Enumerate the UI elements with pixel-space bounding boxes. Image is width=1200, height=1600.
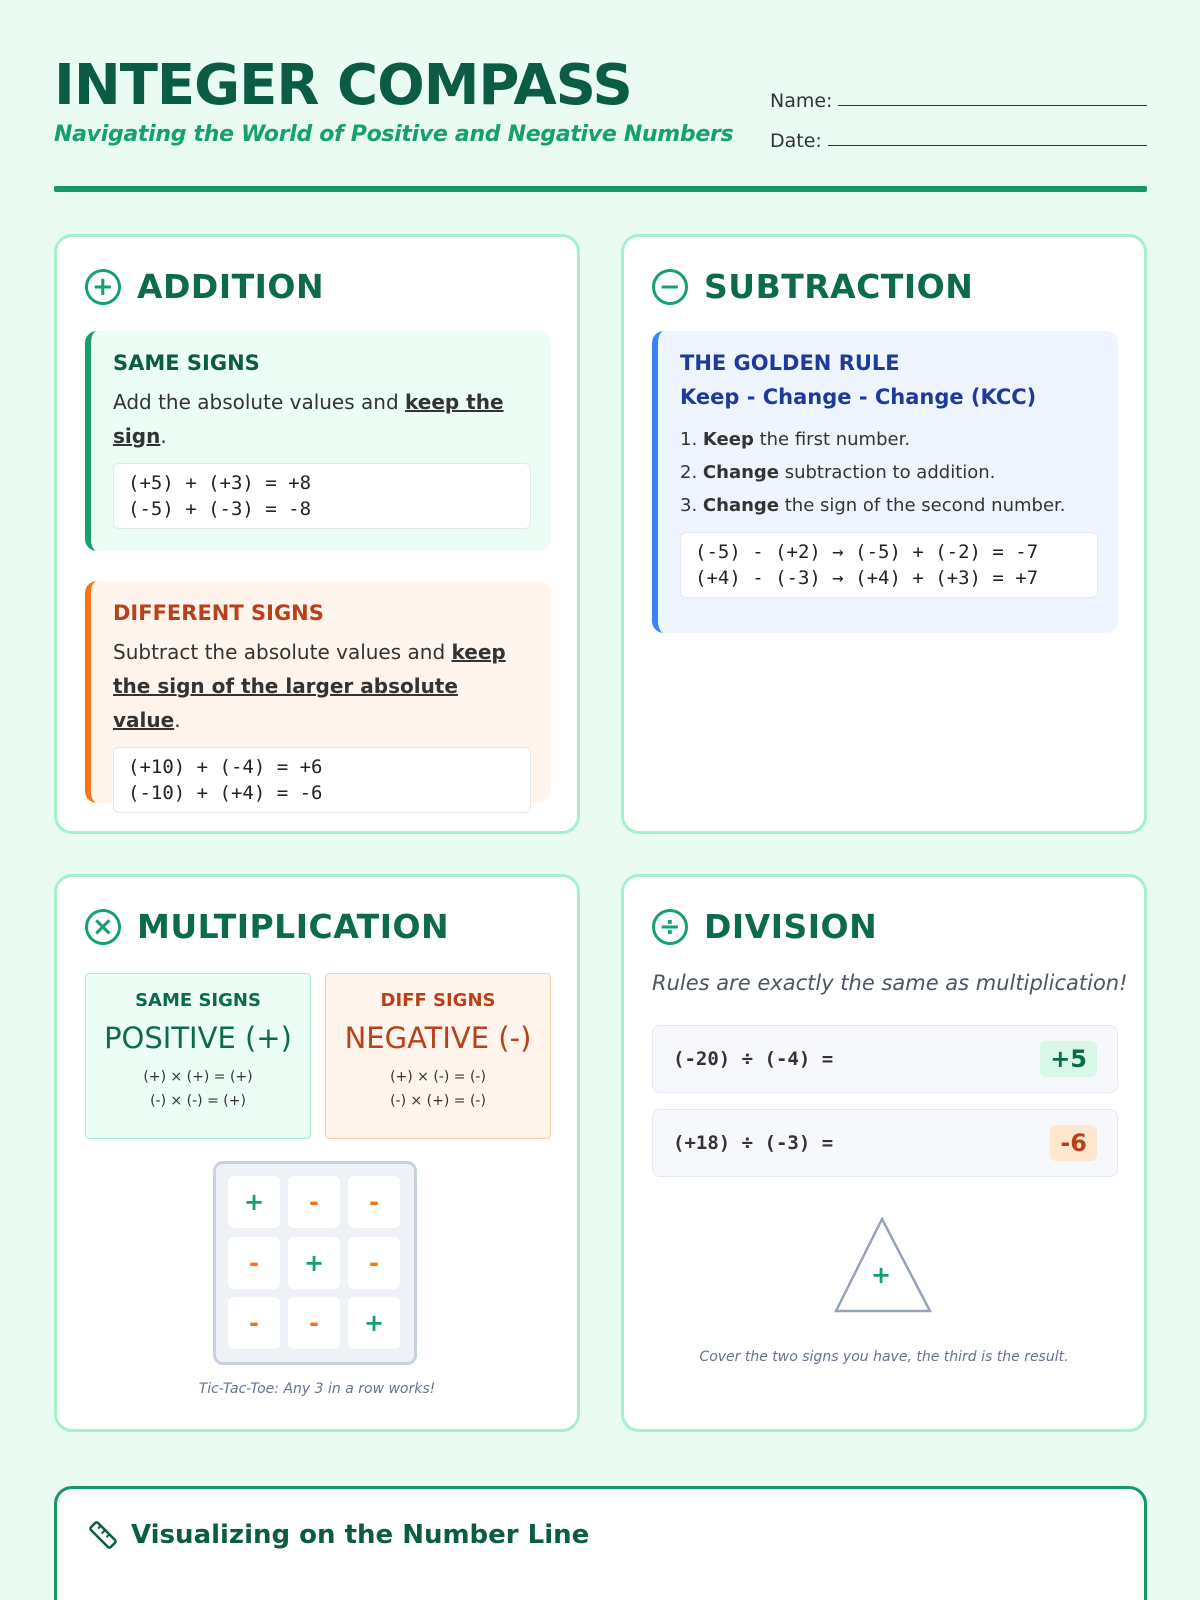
page-header [54,52,1147,152]
division-answer: +5 [1040,1041,1097,1077]
grid-cell: - [228,1237,280,1289]
tic-tac-toe-caption: Tic-Tac-Toe: Any 3 in a row works! [198,1381,436,1397]
minus-circle-icon: − [652,269,688,305]
name-field[interactable] [770,72,1147,112]
same-signs-examples [113,463,531,529]
example-line: (-5) - (+2) → (-5) + (-2) = -7 [695,541,1039,563]
date-label: Date: [770,130,822,152]
diff-signs-product [325,973,551,1139]
division-equation: (+18) ÷ (-3) = [673,1132,834,1154]
division-note: Rules are exactly the same as multiplication! [652,971,1128,995]
grid-cell: + [348,1297,400,1349]
kcc-steps [680,423,1098,522]
grid-cell: + [288,1237,340,1289]
golden-rule-box [652,331,1118,633]
division-heading [652,907,877,946]
diff-signs-label: DIFF SIGNS [380,990,496,1011]
different-signs-rule [85,581,551,803]
diff-sign-examples: (+) × (-) = (-) (-) × (+) = (-) [390,1069,486,1109]
student-fields [770,72,1147,152]
times-circle-icon: × [85,909,121,945]
number-line-card [54,1486,1147,1600]
subtraction-title: SUBTRACTION [704,267,974,306]
date-line [828,145,1147,146]
division-card [621,874,1147,1432]
name-label: Name: [770,90,833,112]
same-signs-heading: SAME SIGNS [113,351,260,375]
same-signs-product [85,973,311,1139]
subtraction-heading [652,267,973,306]
triangle-caption: Cover the two signs you have, the third is the result. [699,1349,1069,1365]
division-example [652,1025,1118,1093]
divide-circle-icon: ÷ [652,909,688,945]
example-line: (+10) + (-4) = +6 [128,756,323,778]
grid-cell: + [228,1176,280,1228]
plus-circle-icon: + [85,269,121,305]
subtraction-examples [680,532,1098,598]
example-line: (+4) - (-3) → (+4) + (+3) = +7 [695,567,1039,589]
different-signs-text: Subtract the absolute values and keep the sign of the larger absolute value. [113,640,506,732]
kcc-rule: Keep - Change - Change (KCC) [680,385,1037,409]
division-answer: -6 [1050,1125,1097,1161]
division-title: DIVISION [704,907,878,946]
different-signs-heading: DIFFERENT SIGNS [113,601,324,625]
grid-cell: - [288,1176,340,1228]
negative-result: NEGATIVE (-) [344,1021,532,1055]
division-equation: (-20) ÷ (-4) = [673,1048,834,1070]
header-divider [54,186,1147,192]
golden-rule-heading: THE GOLDEN RULE [680,351,900,375]
kcc-step: 3. Change the sign of the second number. [680,495,1066,516]
page-subtitle: Navigating the World of Positive and Negative Numbers [54,122,734,147]
grid-cell: - [348,1176,400,1228]
division-example [652,1109,1118,1177]
grid-cell: - [288,1297,340,1349]
multiplication-card [54,874,580,1432]
tic-tac-toe-grid [213,1161,417,1365]
addition-title: ADDITION [137,267,325,306]
same-sign-examples: (+) × (+) = (+) (-) × (-) = (+) [143,1069,253,1109]
addition-card [54,234,580,834]
multiplication-heading [85,907,449,946]
example-line: (-5) + (-3) = -8 [128,498,312,520]
positive-result: POSITIVE (+) [104,1021,292,1055]
date-field[interactable] [770,112,1147,152]
ruler-icon [87,1519,119,1551]
grid-cell: - [348,1237,400,1289]
subtraction-card [621,234,1147,834]
example-line: (-10) + (+4) = -6 [128,782,323,804]
grid-cell: - [228,1297,280,1349]
same-signs-rule [85,331,551,551]
addition-heading [85,267,324,306]
triangle-top-sign: + [871,1261,892,1289]
same-signs-text: Add the absolute values and keep the sign. [113,390,504,448]
multiplication-title: MULTIPLICATION [137,907,450,946]
number-line-title: Visualizing on the Number Line [131,1520,590,1550]
number-line [57,1589,1144,1600]
number-line-heading [87,1519,589,1551]
name-line [838,105,1147,106]
kcc-step: 1. Keep the first number. [680,429,911,450]
kcc-step: 2. Change subtraction to addition. [680,462,996,483]
page-title: INTEGER COMPASS [54,53,632,118]
example-line: (+5) + (+3) = +8 [128,472,312,494]
same-signs-label: SAME SIGNS [135,990,261,1011]
different-signs-examples [113,747,531,813]
